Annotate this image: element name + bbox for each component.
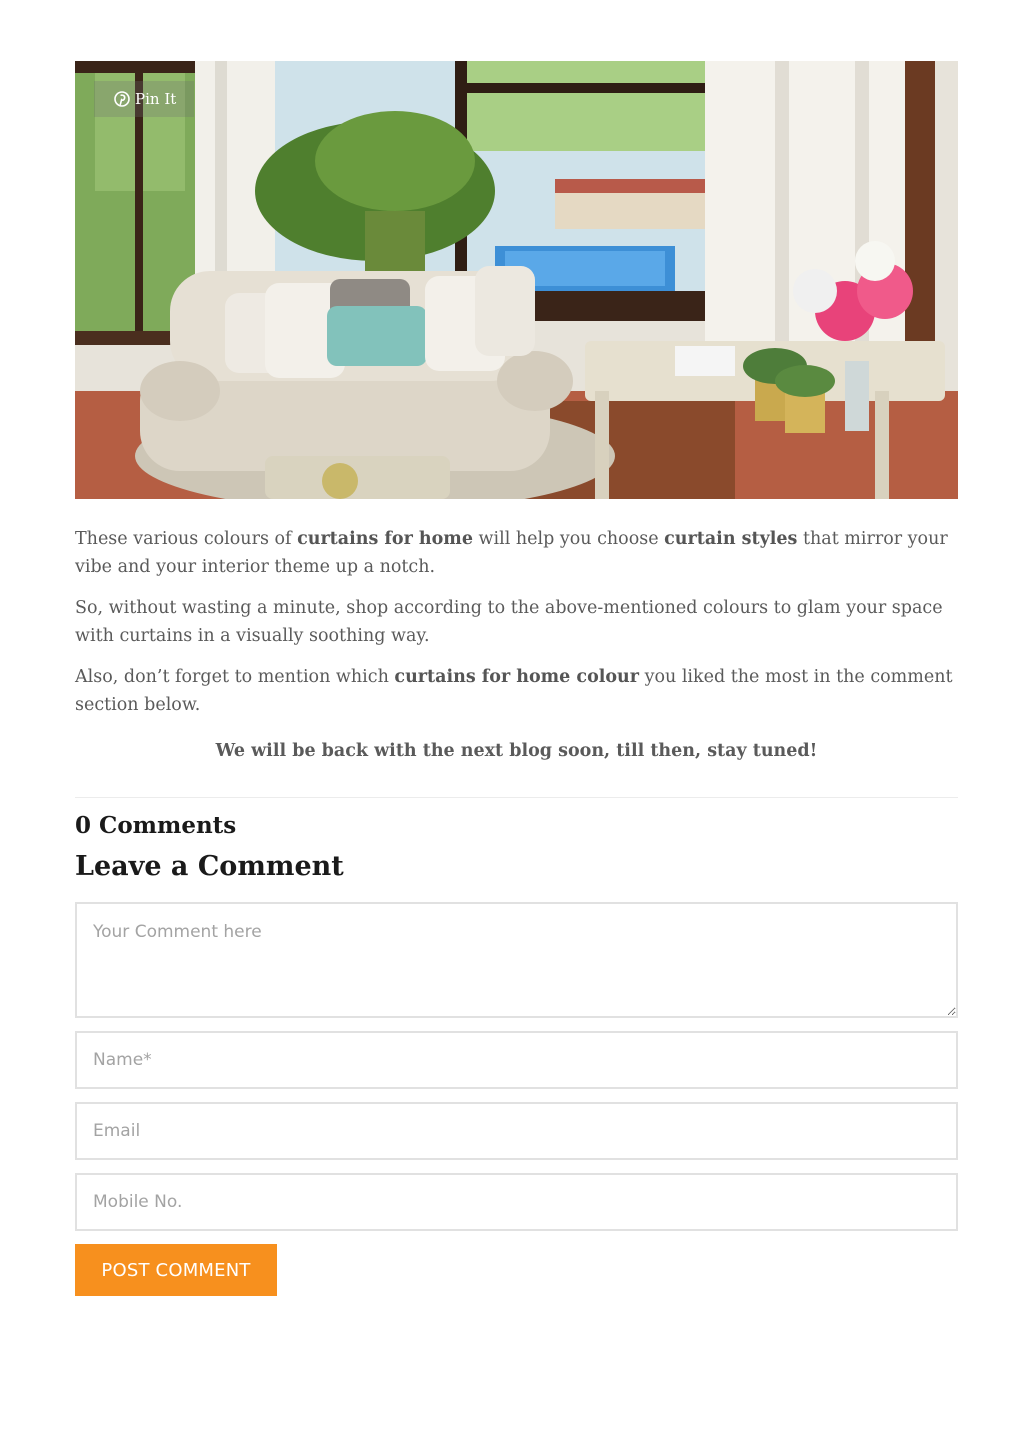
post-content: [75, 61, 958, 1296]
sunroom-photo: [75, 61, 958, 499]
post-comment-button[interactable]: POST COMMENT: [75, 1244, 277, 1296]
pinterest-icon: [114, 91, 130, 107]
hero-image: [75, 61, 958, 499]
closing-line: We will be back with the next blog soon, till then, stay tuned!: [215, 741, 818, 761]
paragraph-2: So, without wasting a minute, shop according to the above-mentioned colours to glam your space with curtains in a visually soothing way.: [75, 598, 943, 646]
pin-it-label: Pin It: [135, 90, 177, 108]
text-run: will help you choose: [472, 529, 665, 549]
keyword-link: curtain styles: [664, 529, 798, 549]
leave-comment-title: Leave a Comment: [75, 851, 344, 882]
keyword-link: curtains for home colour: [394, 667, 640, 687]
paragraph-3: [75, 663, 958, 719]
text-run: Also, don’t forget to mention which: [75, 667, 395, 687]
email-field[interactable]: [75, 1102, 958, 1160]
text-run: that mirror your vibe and your interior theme up a notch.: [75, 529, 948, 577]
text-run: These various colours of: [75, 529, 298, 549]
article-body: [75, 525, 958, 765]
text-run: you liked the most in the comment section below.: [75, 667, 953, 715]
name-field[interactable]: [75, 1031, 958, 1089]
comments-count: 0 Comments: [75, 812, 237, 839]
paragraph-1: [75, 525, 958, 581]
comment-textarea[interactable]: [75, 902, 958, 1018]
mobile-field[interactable]: [75, 1173, 958, 1231]
divider: [75, 797, 958, 798]
pin-it-button[interactable]: [94, 81, 194, 117]
comment-form: [75, 902, 958, 1296]
keyword-link: curtains for home: [297, 529, 473, 549]
